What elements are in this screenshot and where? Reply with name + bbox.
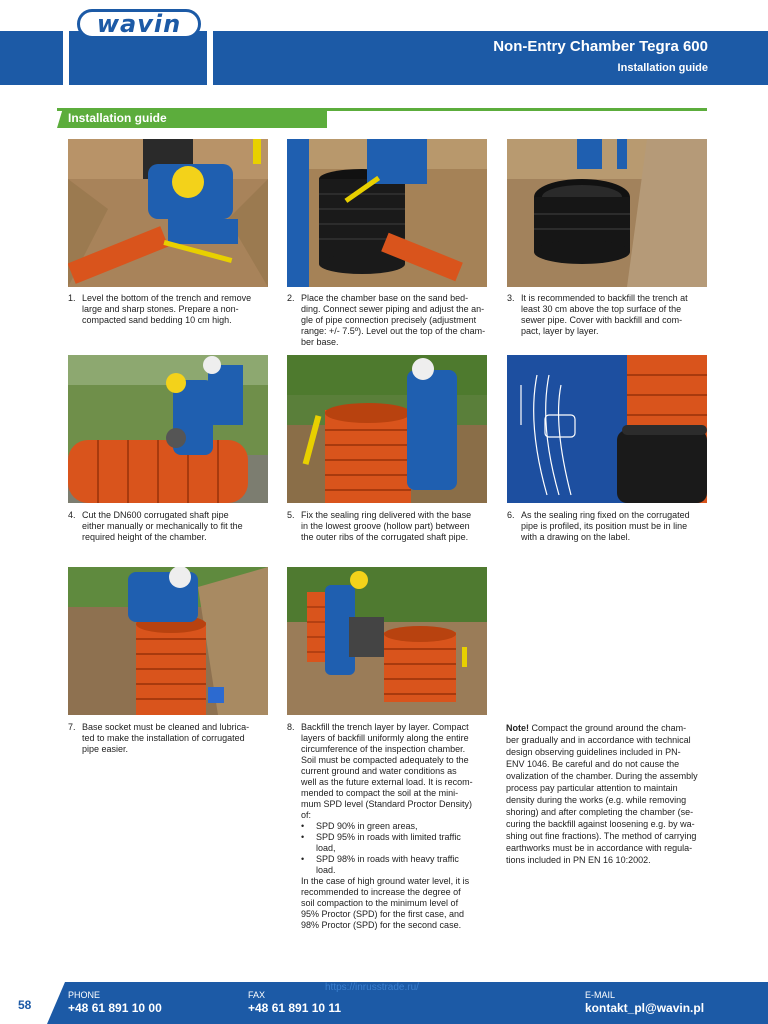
- email-address[interactable]: kontakt_pl@wavin.pl: [585, 1001, 705, 1015]
- page-subtitle: Installation guide: [617, 62, 708, 74]
- list-item: • SPD 90% in green areas,: [301, 821, 418, 831]
- step-1-caption: 1. Level the bottom of the trench and remove large and sharp stones. Prepare a non- compacted sand bedding 10 cm high.: [68, 293, 252, 325]
- header-divider: [63, 31, 69, 85]
- note-block: Note! Compact the ground around the cham- ber gradually and in accordance with technical design observing guidelines included in PN- ENV 1046. Be careful and do not cause the ovalization of the chamber. During the assembly process pay particular attention to maintain density during the works (e.g. while removing shoring) and after completing the chamber (se- curing the backfill against loosening e.g. by wa- shing out fine fractions). The method of carrying earthworks must be in accordance with regula- tions included in PN EN 16 10:2002.: [506, 723, 698, 865]
- page-number: 58: [18, 998, 32, 1012]
- source-url-link[interactable]: https://inrusstrade.ru/: [325, 982, 419, 993]
- photo-step-8: [287, 567, 487, 715]
- section-label: Installation guide: [68, 111, 167, 125]
- photo-step-3: [507, 139, 707, 287]
- photo-step-2: [287, 139, 487, 287]
- email-label: E-MAIL: [585, 990, 616, 1000]
- list-item: • SPD 98% in roads with heavy traffic load.: [301, 854, 459, 875]
- step-7-caption: 7. Base socket must be cleaned and lubrica- ted to make the installation of corrugated pipe easier.: [68, 722, 250, 754]
- fax-label: FAX: [248, 990, 266, 1000]
- section-band: [57, 108, 707, 128]
- photo-step-6: [507, 355, 707, 503]
- photo-step-1: [68, 139, 268, 287]
- step-2-caption: 2. Place the chamber base on the sand bed- ding. Connect sewer piping and adjust the an- gle of pipe connection precisely (adjustment range: +/- 7.5º). Level out the top of the cham- ber base.: [287, 293, 486, 347]
- page-title: Non-Entry Chamber Tegra 600: [493, 38, 708, 55]
- phone-number: +48 61 891 10 00: [68, 1001, 162, 1015]
- spd-list: [287, 821, 497, 876]
- step-6-caption: 6. As the sealing ring fixed on the corrugated pipe is profiled, its position must be in line with a drawing on the label.: [507, 510, 690, 542]
- wavin-logo: wavin: [77, 9, 201, 39]
- step-3-caption: 3. It is recommended to backfill the trench at least 30 cm above the top surface of the sewer pipe. Cover with backfill and com- pact, layer by layer.: [507, 293, 688, 336]
- step-8-caption: 8. Backfill the trench layer by layer. Compact layers of backfill uniformly along the entire circumference of the inspection chamber. Soil must be compacted adequately to the current ground and water conditions as well as the future external load. It is recom- mended to compact the soil at the mini- mum SPD level (Standard Proctor Density) of: • SPD 90% in green areas, • SPD 95% in roads with limited traffic load, • SPD 98% in roads with heavy traffic load. In the case of high ground water level, it is recommended to increase the degree of soil compaction to the minimum level of 95% Proctor (SPD) for the first case, and 98% Proctor (SPD) for the second case.: [287, 722, 497, 931]
- list-item: • SPD 95% in roads with limited traffic load,: [301, 832, 461, 853]
- photo-step-5: [287, 355, 487, 503]
- photo-step-7: [68, 567, 268, 715]
- phone-label: PHONE: [68, 990, 101, 1000]
- step-4-caption: 4. Cut the DN600 corrugated shaft pipe either manually or mechanically to fit the required height of the chamber.: [68, 510, 243, 542]
- header-divider: [207, 31, 213, 85]
- photo-step-4: [68, 355, 268, 503]
- fax-number: +48 61 891 10 11: [248, 1001, 342, 1015]
- step-5-caption: 5. Fix the sealing ring delivered with the base in the lowest groove (hollow part) between the outer ribs of the corrugated shaft pipe.: [287, 510, 472, 542]
- note-label: Note!: [506, 723, 529, 733]
